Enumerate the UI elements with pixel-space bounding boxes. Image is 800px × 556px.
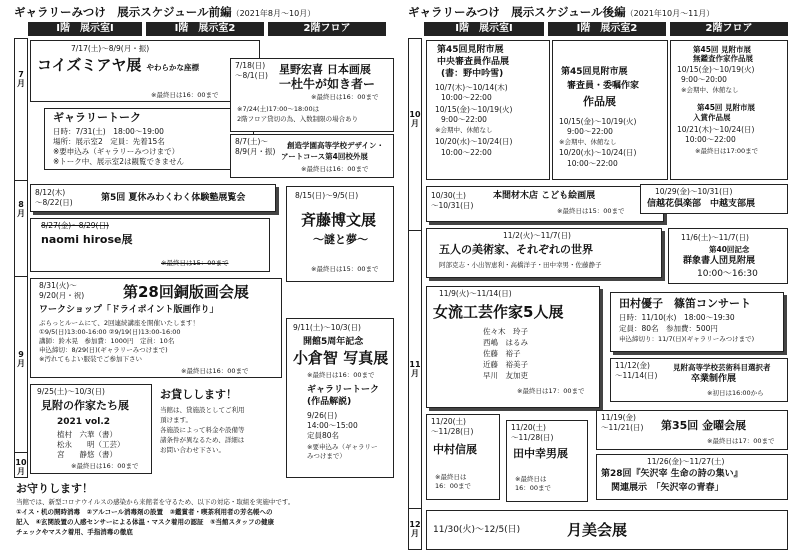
event-line: 9:00〜22:00: [441, 115, 487, 124]
event-subtitle: (書：野中吟雪): [441, 69, 504, 79]
event-line: 9:00〜22:00: [567, 127, 613, 136]
event-subtitle: 関連展示 「矢沢宰の青春」: [611, 483, 724, 493]
event-note: ※最終日は15：00まで: [557, 207, 625, 215]
talk-line: ※トーク中、展示室2は観覧できません: [53, 157, 185, 166]
left-title: ギャラリーみつけ 展示スケジュール前編: [14, 5, 232, 19]
event-line: ※会期中、休館なし: [435, 126, 493, 134]
event-note: ※最終日は16：00まで: [151, 91, 219, 99]
left-col-header-1: I階 展示室I: [28, 22, 142, 36]
event-note: ※7/24(土)17:00〜18:00は: [237, 105, 320, 113]
event-date: 9/25(土)〜10/3(日): [37, 387, 105, 396]
event-note: ※最終日は16：00まで: [181, 367, 249, 375]
event-date: 8/12(木) 〜8/22(日): [35, 188, 73, 207]
event-tanaka-yukio: [506, 420, 588, 502]
event-title: 第45回 見附市展: [697, 103, 756, 112]
event-note: ※最終日は15：00まで: [311, 265, 379, 273]
workshop-line: ①9/5(日)13:00-16:00 ②9/19(日)13:00-16:00: [39, 328, 181, 336]
left-col-header-2: I階 展示室2: [146, 22, 264, 36]
event-line: ※会期中、休館なし: [681, 86, 739, 94]
event-date: 7/17(土)〜8/9(月・振): [71, 44, 150, 53]
event-date: 10/30(土) 〜10/31(日): [431, 191, 474, 210]
event-getsubikai: [426, 510, 788, 550]
talk-subtitle: (作品解説): [307, 397, 352, 407]
rental-notice: [160, 388, 280, 474]
rental-line: 各施設によって料金や設備等: [160, 426, 245, 434]
event-title: 女流工芸作家5人展: [433, 303, 564, 321]
event-five-artists: [426, 228, 662, 278]
talk-title: ギャラリートーク: [53, 111, 141, 124]
event-time: 10:00〜16:30: [697, 269, 758, 279]
event-subtitle: 阿部克志・小出智恵利・高橋洋子・田中幸男・佐藤静子: [439, 261, 602, 269]
event-date: 9/11(土)〜10/3(日): [293, 323, 361, 332]
event-shiten-2f: [670, 40, 788, 180]
event-line: 10/15(金)〜10/19(火): [435, 105, 513, 114]
event-line: 10:00〜22:00: [441, 93, 492, 102]
event-subtitle: 卒業制作展: [691, 374, 737, 384]
right-col-header-2: I階 展示室2: [548, 22, 666, 36]
event-date: 10/29(金)〜10/31(日): [655, 187, 733, 196]
event-subtitle: 〜謎と夢〜: [313, 233, 368, 246]
talk-line: 日時：7/31(土) 18:00〜19:00: [53, 127, 164, 136]
event-title: 信越花倶楽部 中越支部展: [647, 199, 756, 209]
event-date: 8/15(日)〜9/5(日): [295, 191, 359, 200]
event-subtitle: 入賞作品展: [693, 113, 731, 122]
event-date: 11/2(火)〜11/7(日): [503, 231, 571, 240]
event-nakamura: [426, 414, 500, 500]
month-divider: [408, 230, 422, 231]
event-note: ※初日は16:00から: [707, 389, 764, 397]
event-subtitle: 審査員・委嘱作家: [567, 81, 640, 91]
event-title: 斉藤博文展: [301, 211, 377, 229]
month-divider: [14, 276, 28, 277]
talk-line: ※要申込み（ギャラリー: [307, 443, 378, 451]
event-mitsuke-hs: [610, 358, 788, 402]
event-line: 10:00〜22:00: [685, 135, 736, 144]
event-line: 10/15(金)〜10/19(火): [677, 65, 755, 74]
event-line: 10/20(水)〜10/24(日): [435, 137, 513, 146]
event-title: 第45回見附市展: [437, 45, 504, 55]
month-divider: [14, 452, 28, 453]
event-line: 10:00〜22:00: [567, 159, 618, 168]
event-subtitle: 一杜牛が如き者ー: [279, 77, 376, 91]
event-note: ※最終日は16：00まで: [307, 371, 375, 379]
event-line: 日時：11/10(水) 18:00〜19:30: [619, 313, 735, 322]
event-title: 中村信展: [433, 443, 477, 456]
event-note: ※最終日は17:00まで: [695, 147, 759, 155]
right-col-header-1: I階 展示室I: [424, 22, 544, 36]
month-label: 12月: [409, 520, 421, 538]
event-saito-hirofumi: [286, 186, 394, 282]
event-note: ※最終日は15：00まで: [161, 259, 229, 267]
rental-line: 頂けます。: [160, 416, 192, 424]
event-line: 10/20(水)〜10/24(日): [559, 148, 637, 157]
event-hoshino: [230, 58, 394, 132]
event-date: 7/18(日) 〜8/1(日): [235, 61, 268, 80]
artist-name: 近藤 裕美子: [483, 360, 528, 369]
event-date: 8/7(土)〜 8/9(月・振): [235, 137, 276, 156]
rental-title: お貸しします！: [160, 388, 237, 401]
event-joryu-kogei: [426, 286, 600, 408]
left-col-header-3: 2階フロア: [268, 22, 386, 36]
event-yazawa: [596, 454, 788, 500]
event-line: 10/15(金)〜10/19(火): [559, 117, 637, 126]
event-date: 11/20(土) 〜11/28(日): [431, 417, 474, 436]
event-title: 星野宏喜 日本画展: [279, 63, 371, 76]
event-note: ※最終日は 16：00まで: [435, 473, 472, 490]
event-title: 第45回見附市展: [561, 67, 628, 77]
artist-name: 宮 静悠（書）: [57, 450, 117, 459]
event-gallery-talk: [44, 108, 254, 170]
artist-name: 佐藤 裕子: [483, 349, 521, 358]
event-line: 10:00〜22:00: [441, 148, 492, 157]
event-ogura-satoshi: [286, 318, 394, 478]
rental-line: 当館は、貸施設としてご利用: [160, 406, 245, 414]
event-koizumi-aya: [30, 40, 260, 102]
event-title: 第35回 金曜会展: [661, 419, 747, 432]
artist-name: 早川 友加吏: [483, 371, 528, 380]
event-tamura-concert: [610, 292, 784, 352]
event-gunsho: [668, 228, 788, 284]
event-date: 11/20(土) 〜11/28(日): [511, 423, 554, 442]
talk-line: 9/26(日): [307, 411, 338, 420]
right-col-header-3: 2階フロア: [670, 22, 788, 36]
workshop-line: ※汚れてもよい服装でご参加下さい: [39, 355, 142, 363]
event-title: 第28回『矢沢宰 生命の詩の集い』: [601, 469, 743, 479]
event-shiten-judges: [552, 40, 668, 180]
covid-notice: [14, 482, 398, 552]
event-subtitle: 第40回記念: [709, 245, 750, 254]
event-line: 定員：80名 参加費：500円: [619, 324, 718, 333]
event-note: ※最終日は16：00まで: [71, 462, 139, 470]
month-label: 7月: [17, 70, 25, 88]
event-title: 群象書人団見附展: [683, 256, 756, 266]
event-subtitle: 作品展: [583, 95, 616, 108]
event-title: 田村優子 篠笛コンサート: [619, 297, 751, 310]
event-date: 11/19(金) 〜11/21(日): [601, 413, 644, 432]
event-line: 申込締切り：11/7(日)(ギャラリーみつけまで): [619, 335, 755, 343]
event-note: ※最終日は16：00まで: [311, 93, 379, 101]
event-date: 8/31(火)〜 9/20(月・祝): [39, 281, 85, 300]
event-subtitle: 無鑑査作家作品展: [693, 54, 753, 63]
month-label: 9月: [17, 350, 25, 368]
event-shiten-central: [426, 40, 550, 180]
event-title: 見附の作家たち展: [41, 399, 129, 412]
event-note: ※最終日は17：00まで: [707, 437, 775, 445]
artist-name: 植村 六華（書）: [57, 430, 117, 439]
event-homma-kodomo: [426, 186, 664, 222]
workshop-line: ぶらっとルームにて、2回連続講座を開催いたします！: [39, 319, 200, 327]
notice-title: お守りします！: [16, 482, 93, 495]
event-doban-ga: [30, 278, 282, 378]
talk-line: ※要申込み（ギャラリーみつけまで）: [53, 147, 180, 156]
left-month-column: [14, 38, 28, 478]
notice-line: ①イス・机の開時消毒 ②アルコール消毒剤の設置 ③鑑賞者・喫茶利用者の芳名帳への: [16, 508, 273, 516]
right-title: ギャラリーみつけ 展示スケジュール後編: [408, 5, 626, 19]
talk-line: みつけまで）: [307, 452, 346, 460]
rental-line: お問い合わせ下さい。: [160, 446, 225, 454]
event-title: 月美会展: [567, 521, 628, 539]
artist-name: 西嶋 はるみ: [483, 338, 528, 347]
event-note: ※最終日は 16：00まで: [515, 475, 552, 492]
event-sozo-gakuen: [230, 134, 394, 178]
workshop-title: ワークショップ「ドライポイント版画作り」: [39, 305, 219, 315]
month-label: 8月: [17, 200, 25, 218]
month-label: 11月: [409, 360, 421, 378]
event-date: 11/6(土)〜11/7(日): [681, 233, 749, 242]
notice-line: 当館では、新型コロナウイルスの感染から来館者を守るため、以下の対応・取組を実施中です。: [16, 498, 295, 506]
artist-name: 佐々木 玲子: [483, 327, 528, 336]
event-title: 本間材木店 こども絵画展: [493, 191, 596, 201]
event-naomi-hirose: [30, 218, 270, 272]
event-kinyokai: [596, 410, 788, 450]
notice-line: 記入 ④玄関設置の人感センサーによる体温・マスク着用の認証 ⑤当館スタッフの健康: [16, 518, 275, 526]
event-title: 第45回 見附市展: [693, 45, 752, 54]
talk-line: 定員80名: [307, 431, 340, 440]
right-period: （2021年10月〜11月）: [625, 9, 715, 18]
event-title: 小倉智 写真展: [293, 349, 389, 367]
event-title: 五人の美術家、それぞれの世界: [439, 243, 593, 256]
event-title: コイズミアヤ展 やわらかな座標: [37, 56, 199, 74]
event-natsuyasumi: [30, 184, 276, 212]
workshop-line: 講師：鈴木晃 参加費：1000円 定員：10名: [39, 337, 175, 345]
event-subtitle: 2021 vol.2: [57, 417, 110, 427]
left-period: （2021年8月〜10月）: [231, 9, 316, 18]
event-title: 第28回銅版画会展: [123, 283, 249, 301]
event-title: 創造学園高等学校デザイン・: [287, 141, 384, 150]
talk-line: 場所：展示室2 定員：先着15名: [53, 137, 165, 146]
event-note: ※最終日は16：00まで: [301, 165, 369, 173]
event-subtitle: 開館5周年記念: [303, 337, 364, 347]
event-line: 9:00〜20:00: [681, 75, 727, 84]
event-note: ※最終日は17：00まで: [517, 387, 585, 395]
notice-line: チェックやマスク着用、手指消毒の徹底: [16, 528, 133, 536]
event-date: 11/30(火)〜12/5(日): [433, 525, 521, 535]
talk-line: 14:00〜15:00: [307, 421, 358, 430]
artist-name: 松永 明（工芸）: [57, 440, 125, 449]
event-date: 11/9(火)〜11/14(日): [439, 289, 512, 298]
month-label: 10月: [15, 458, 27, 476]
event-date: 11/26(金)〜11/27(土): [647, 457, 725, 466]
event-mitsuke-artists: [30, 384, 152, 474]
event-note: 2階フロア貸切の為、入数制限の場合あり: [237, 115, 359, 123]
event-subtitle: 中央審査員作品展: [437, 57, 510, 67]
workshop-line: 申込締切：8/29(日)(ギャラリーみつけまで): [39, 346, 168, 354]
event-title: naomi hirose展: [41, 233, 133, 246]
event-title: 見附高等学校芸術科目選択者: [673, 363, 771, 372]
month-label: 10月: [409, 110, 421, 128]
event-line: 10/21(木)〜10/24(日): [677, 125, 755, 134]
event-line: 10/7(木)〜10/14(木): [435, 83, 508, 92]
event-date: 8/27(金)〜8/29(日): [41, 221, 109, 230]
month-divider: [408, 508, 422, 509]
event-subtitle: アートコース第4回校外展: [281, 152, 368, 161]
rental-line: 諸条件が異なるため、詳細は: [160, 436, 245, 444]
event-date: 11/12(金) 〜11/14(日): [615, 361, 658, 380]
event-line: ※会期中、休館なし: [559, 138, 617, 146]
talk-title: ギャラリートーク: [307, 385, 380, 395]
event-title: 田中幸男展: [513, 447, 568, 460]
event-shinetsu-hana: [640, 184, 788, 214]
event-title: 第5回 夏休みわくわく体験塾展覧会: [101, 193, 246, 203]
month-divider: [14, 180, 28, 181]
